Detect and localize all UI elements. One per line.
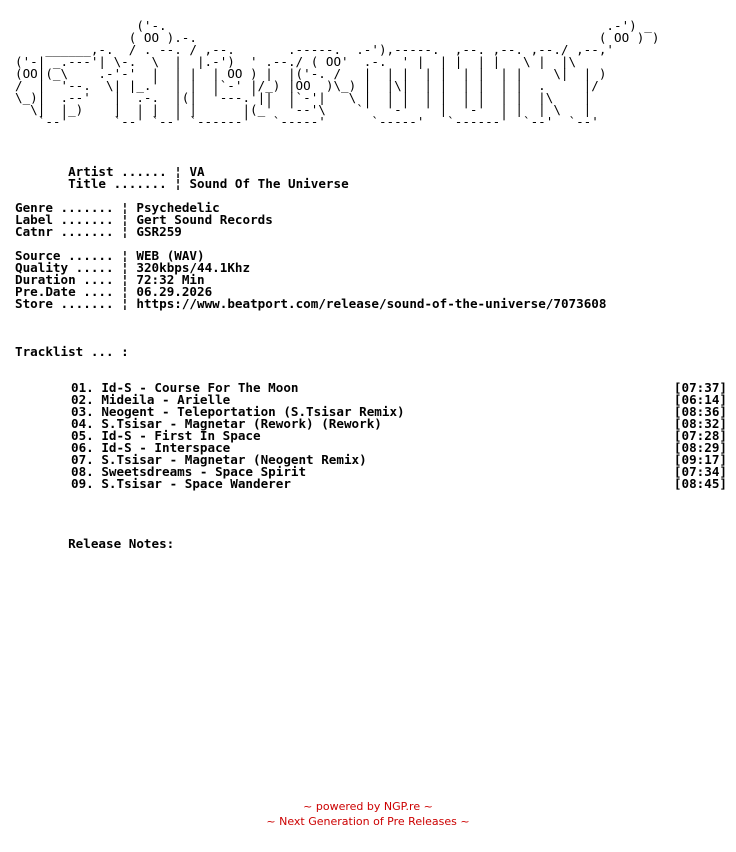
- title-label: Title .......: [68, 176, 167, 191]
- track-row: 04. S.Tsisar - Magnetar (Rework) (Rework) [08:32]: [71, 416, 727, 431]
- track-duration: [09:17]: [673, 452, 727, 467]
- track-duration: [07:37]: [673, 380, 727, 395]
- footer: [0, 800, 736, 828]
- track-title: Sweetsdreams - Space Spirit: [101, 464, 307, 479]
- footer-tagline: ~ Next Generation of Pre Releases ~: [266, 815, 470, 828]
- track-title: Mideila - Arielle: [101, 392, 231, 407]
- title-row: Title ....... ¦ Sound Of The Universe: [68, 176, 349, 191]
- quality-row: Quality ..... ¦ 320kbps/44.1Khz: [15, 260, 251, 275]
- track-row: 08. Sweetsdreams - Space Spirit [07:34]: [71, 464, 727, 479]
- artist-value: VA: [189, 164, 205, 179]
- track-title: S.Tsisar - Magnetar (Neogent Remix): [101, 452, 367, 467]
- catnr-row: Catnr ....... ¦ GSR259: [15, 224, 182, 239]
- track-title: Id-S - Interspace: [101, 440, 231, 455]
- genre-row: Genre ....... ¦ Psychedelic: [15, 200, 220, 215]
- genre-value: Psychedelic: [136, 200, 220, 215]
- track-row: 09. S.Tsisar - Space Wanderer [08:45]: [71, 476, 727, 491]
- track-row: 06. Id-S - Interspace [08:29]: [71, 440, 727, 455]
- predate-value: 06.29.2026: [136, 284, 213, 299]
- quality-value: 320kbps/44.1Khz: [136, 260, 251, 275]
- store-link[interactable]: https://www.beatport.com/release/sound-of-the-universe/7073608: [136, 296, 607, 311]
- track-duration: [07:28]: [673, 428, 727, 443]
- track-duration: [08:45]: [673, 476, 727, 491]
- track-title: Id-S - First In Space: [101, 428, 261, 443]
- artist-label: Artist ......: [68, 164, 167, 179]
- tracklist-heading: Tracklist ... :: [15, 344, 129, 359]
- footer-powered-by: ~ powered by NGP.re ~: [303, 800, 433, 813]
- source-value: WEB (WAV): [136, 248, 205, 263]
- track-row: 05. Id-S - First In Space [07:28]: [71, 428, 727, 443]
- artist-row: Artist ...... ¦ VA: [68, 164, 205, 179]
- track-row: 01. Id-S - Course For The Moon [07:37]: [71, 380, 727, 395]
- predate-row: Pre.Date .... ¦ 06.29.2026: [15, 284, 213, 299]
- label-value: Gert Sound Records: [136, 212, 273, 227]
- track-row: 03. Neogent - Teleportation (S.Tsisar Remix) [08:36]: [71, 404, 727, 419]
- track-row: 02. Mideila - Arielle [06:14]: [71, 392, 727, 407]
- store-row: Store ....... ¦ https://www.beatport.com/release/sound-of-the-universe/7073608: [15, 296, 607, 311]
- source-info-block: [15, 250, 606, 310]
- source-row: Source ...... ¦ WEB (WAV): [15, 248, 205, 263]
- track-title: S.Tsisar - Space Wanderer: [101, 476, 291, 491]
- track-title: Id-S - Course For The Moon: [101, 380, 299, 395]
- duration-value: 72:32 Min: [136, 272, 205, 287]
- release-notes-heading: Release Notes:: [68, 536, 175, 551]
- tracklist: [15, 382, 727, 490]
- track-title: Neogent - Teleportation (S.Tsisar Remix): [101, 404, 405, 419]
- track-duration: [08:36]: [673, 404, 727, 419]
- title-value: Sound Of The Universe: [189, 176, 349, 191]
- track-duration: [08:32]: [673, 416, 727, 431]
- track-duration: [06:14]: [673, 392, 727, 407]
- catnr-value: GSR259: [136, 224, 182, 239]
- track-title: S.Tsisar - Magnetar (Rework) (Rework): [101, 416, 382, 431]
- release-info-block: [15, 202, 273, 238]
- artist-title-block: [15, 166, 349, 190]
- track-row: 07. S.Tsisar - Magnetar (Neogent Remix) [09:17]: [71, 452, 727, 467]
- ascii-logo: ('-. .-') _ ( OO ).-. ( OO ) ) ______,-. / . --. / ,--. .-----. .-'),-----. ,--. ,--. ,--./ ,--,' ('-| _.---'| \-. \ | |.-') ' .--./ ( OO' .-. ' | | | | | \ | |\ (OO|(_\ .-'-' | | | | OO ) | |('-. / | | | | | | | | | \| | ) / | '--. \| |_.' | | |`-' |/_) |OO )\_) | |\| | | | | | | . |/ \_)| .--' | .-. |(| '---.'|| |`-'| \ | | | | | | | | | |\ | \| |_) | | | | | |(_' '--'\ `' '-' ' | '-' | | | \ | `--' `--' `--' `------' `-----' `-----' `------' `--' `--': [15, 18, 660, 129]
- track-duration: [07:34]: [673, 464, 727, 479]
- track-duration: [08:29]: [673, 440, 727, 455]
- duration-row: Duration .... ¦ 72:32 Min: [15, 272, 205, 287]
- label-row: Label ....... ¦ Gert Sound Records: [15, 212, 273, 227]
